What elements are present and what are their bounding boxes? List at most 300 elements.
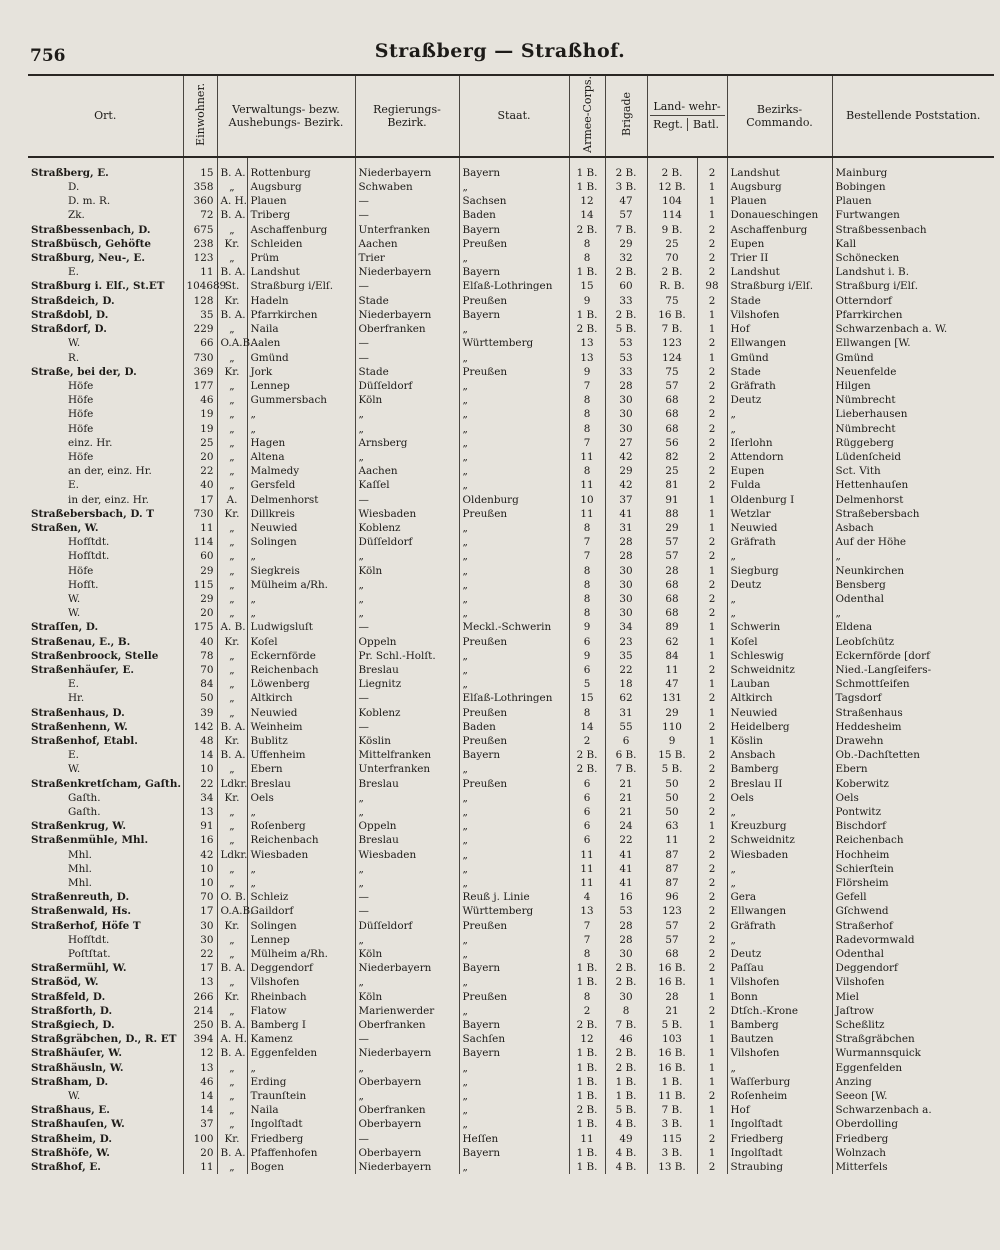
- cell-bezirks-commando: Altkirch: [727, 691, 832, 705]
- cell-bezirks-commando: Lauban: [727, 677, 832, 691]
- cell-poststation: Bobingen: [832, 180, 994, 194]
- cell-regt: 124: [647, 351, 697, 365]
- cell-brigade: 35: [605, 649, 647, 663]
- cell-brigade: 41: [605, 507, 647, 521]
- cell-ort: Straſſen, D.: [31, 621, 99, 634]
- cell-staat: Baden: [459, 208, 569, 222]
- cell-armee-corps: 13: [569, 351, 605, 365]
- cell-batl: 1: [697, 308, 727, 322]
- cell-einwohner: 14: [183, 1089, 217, 1103]
- cell-regt: 7 B.: [647, 322, 697, 336]
- cell-poststation: Friedberg: [832, 1132, 994, 1146]
- cell-regierung: „: [355, 805, 459, 819]
- cell-verw-bezirk: Traunſtein: [247, 1089, 355, 1103]
- cell-armee-corps: 8: [569, 464, 605, 478]
- cell-poststation: Mainburg: [832, 157, 994, 180]
- cell-armee-corps: 1 B.: [569, 1061, 605, 1075]
- cell-regt: 3 B.: [647, 1146, 697, 1160]
- cell-armee-corps: 8: [569, 990, 605, 1004]
- cell-ort: Straßenhenn, W.: [31, 720, 128, 733]
- cell-bezirks-commando: „: [727, 805, 832, 819]
- cell-regierung: Aachen: [355, 464, 459, 478]
- cell-regt: 21: [647, 1004, 697, 1018]
- cell-brigade: 28: [605, 549, 647, 563]
- cell-brigade: 62: [605, 691, 647, 705]
- cell-verw-bezirk: Uffenheim: [247, 748, 355, 762]
- cell-regt: 110: [647, 720, 697, 734]
- cell-staat: „: [459, 805, 569, 819]
- table-row: [28, 208, 994, 222]
- cell-verw-typ: „: [217, 862, 247, 876]
- cell-verw-typ: „: [217, 407, 247, 421]
- cell-regt: 131: [647, 691, 697, 705]
- cell-regierung: —: [355, 620, 459, 634]
- cell-batl: 2: [697, 890, 727, 904]
- cell-staat: „: [459, 1089, 569, 1103]
- cell-armee-corps: 1 B.: [569, 180, 605, 194]
- cell-verw-typ: „: [217, 876, 247, 890]
- cell-poststation: Straßerhof: [832, 919, 994, 933]
- cell-bezirks-commando: Neuwied: [727, 521, 832, 535]
- cell-ort: Höfe: [68, 379, 94, 392]
- cell-bezirks-commando: Deutz: [727, 393, 832, 407]
- cell-armee-corps: 9: [569, 365, 605, 379]
- cell-batl: 2: [697, 592, 727, 606]
- cell-bezirks-commando: Oels: [727, 791, 832, 805]
- cell-verw-typ: Kr.: [217, 1132, 247, 1146]
- cell-verw-typ: B. A.: [217, 157, 247, 180]
- cell-verw-typ: „: [217, 521, 247, 535]
- cell-verw-bezirk: Bogen: [247, 1160, 355, 1174]
- cell-ort: Straßerhof, Höfe T: [31, 919, 141, 932]
- cell-poststation: Wolnzach: [832, 1146, 994, 1160]
- cell-staat: „: [459, 464, 569, 478]
- table-row: [28, 904, 994, 918]
- cell-bezirks-commando: Gera: [727, 890, 832, 904]
- cell-verw-bezirk: Altkirch: [247, 691, 355, 705]
- cell-staat: „: [459, 1103, 569, 1117]
- cell-staat: Württemberg: [459, 904, 569, 918]
- cell-verw-typ: „: [217, 322, 247, 336]
- column-header-regierung: Regierungs- Bezirk.: [355, 75, 459, 157]
- cell-batl: 2: [697, 549, 727, 563]
- cell-poststation: Neunkirchen: [832, 564, 994, 578]
- cell-bezirks-commando: Ellwangen: [727, 904, 832, 918]
- cell-regierung: Stade: [355, 294, 459, 308]
- table-row: [28, 436, 994, 450]
- cell-staat: „: [459, 862, 569, 876]
- cell-einwohner: 34: [183, 791, 217, 805]
- cell-regt: 3 B.: [647, 1117, 697, 1131]
- cell-einwohner: 11: [183, 1160, 217, 1174]
- cell-armee-corps: 2 B.: [569, 762, 605, 776]
- cell-regierung: Oberbayern: [355, 1075, 459, 1089]
- cell-einwohner: 48: [183, 734, 217, 748]
- cell-staat: Elſaß-Lothringen: [459, 279, 569, 293]
- table-row: [28, 279, 994, 293]
- cell-staat: Baden: [459, 720, 569, 734]
- cell-verw-bezirk: Bamberg I: [247, 1018, 355, 1032]
- cell-einwohner: 12: [183, 1046, 217, 1060]
- cell-verw-bezirk: Hadeln: [247, 294, 355, 308]
- cell-regt: 57: [647, 933, 697, 947]
- cell-ort: W.: [68, 1090, 81, 1103]
- cell-regierung: Köln: [355, 393, 459, 407]
- cell-verw-typ: „: [217, 422, 247, 436]
- table-row: [28, 691, 994, 705]
- cell-ort: Mhl.: [68, 848, 92, 861]
- cell-verw-typ: „: [217, 393, 247, 407]
- cell-verw-bezirk: „: [247, 592, 355, 606]
- cell-verw-typ: „: [217, 1075, 247, 1089]
- table-row: [28, 706, 994, 720]
- table-row: [28, 791, 994, 805]
- table-row: [28, 1132, 994, 1146]
- cell-brigade: 30: [605, 947, 647, 961]
- cell-staat: Preußen: [459, 777, 569, 791]
- cell-staat: „: [459, 819, 569, 833]
- cell-batl: 2: [697, 294, 727, 308]
- cell-brigade: 22: [605, 663, 647, 677]
- cell-armee-corps: 9: [569, 294, 605, 308]
- cell-batl: 1: [697, 649, 727, 663]
- table-row: [28, 478, 994, 492]
- cell-regierung: Düſſeldorf: [355, 379, 459, 393]
- cell-verw-bezirk: Dillkreis: [247, 507, 355, 521]
- cell-regt: 11: [647, 833, 697, 847]
- cell-batl: 2: [697, 805, 727, 819]
- cell-brigade: 53: [605, 351, 647, 365]
- cell-regierung: —: [355, 691, 459, 705]
- cell-regierung: „: [355, 975, 459, 989]
- cell-regierung: Niederbayern: [355, 308, 459, 322]
- cell-brigade: 30: [605, 578, 647, 592]
- cell-bezirks-commando: Ellwangen: [727, 336, 832, 350]
- table-row: [28, 819, 994, 833]
- cell-regt: 123: [647, 904, 697, 918]
- cell-armee-corps: 2: [569, 1004, 605, 1018]
- cell-regt: 9 B.: [647, 223, 697, 237]
- cell-regt: 57: [647, 379, 697, 393]
- cell-bezirks-commando: Straubing: [727, 1160, 832, 1174]
- cell-ort: Straßbessenbach, D.: [31, 223, 151, 236]
- cell-regierung: Stade: [355, 365, 459, 379]
- cell-regt: 68: [647, 947, 697, 961]
- cell-poststation: Lieberhausen: [832, 407, 994, 421]
- cell-batl: 2: [697, 450, 727, 464]
- table-row: [28, 157, 994, 180]
- cell-batl: 2: [697, 436, 727, 450]
- cell-regierung: Arnsberg: [355, 436, 459, 450]
- cell-regt: 2 B.: [647, 157, 697, 180]
- cell-batl: 2: [697, 663, 727, 677]
- cell-verw-typ: „: [217, 706, 247, 720]
- cell-verw-bezirk: Hagen: [247, 436, 355, 450]
- cell-regt: 9: [647, 734, 697, 748]
- cell-poststation: Rüggeberg: [832, 436, 994, 450]
- cell-brigade: 21: [605, 791, 647, 805]
- cell-einwohner: 13: [183, 1061, 217, 1075]
- cell-verw-typ: „: [217, 1160, 247, 1174]
- cell-ort: Gaſth.: [68, 806, 101, 818]
- cell-bezirks-commando: Hof: [727, 1103, 832, 1117]
- cell-verw-bezirk: Landshut: [247, 265, 355, 279]
- cell-brigade: 18: [605, 677, 647, 691]
- cell-verw-typ: B. A.: [217, 1146, 247, 1160]
- cell-brigade: 23: [605, 635, 647, 649]
- table-row: [28, 379, 994, 393]
- cell-verw-bezirk: „: [247, 407, 355, 421]
- cell-batl: 2: [697, 365, 727, 379]
- table-row: [28, 407, 994, 421]
- cell-ort: Straßenkrug, W.: [31, 820, 126, 833]
- cell-bezirks-commando: Friedberg: [727, 1132, 832, 1146]
- cell-ort: Höfe: [68, 450, 94, 463]
- cell-batl: 2: [697, 947, 727, 961]
- cell-bezirks-commando: Stade: [727, 365, 832, 379]
- cell-armee-corps: 11: [569, 450, 605, 464]
- cell-einwohner: 115: [183, 578, 217, 592]
- cell-brigade: 21: [605, 805, 647, 819]
- cell-brigade: 37: [605, 493, 647, 507]
- table-row: [28, 677, 994, 691]
- table-row: [28, 876, 994, 890]
- cell-bezirks-commando: Trier II: [727, 251, 832, 265]
- cell-einwohner: 358: [183, 180, 217, 194]
- cell-einwohner: 10: [183, 876, 217, 890]
- cell-bezirks-commando: Augsburg: [727, 180, 832, 194]
- cell-regt: 57: [647, 549, 697, 563]
- cell-bezirks-commando: Roſenheim: [727, 1089, 832, 1103]
- cell-regierung: „: [355, 606, 459, 620]
- cell-bezirks-commando: Straßburg i/Elſ.: [727, 279, 832, 293]
- cell-verw-bezirk: Mülheim a/Rh.: [247, 578, 355, 592]
- cell-brigade: 42: [605, 478, 647, 492]
- cell-brigade: 2 B.: [605, 308, 647, 322]
- cell-bezirks-commando: Schleswig: [727, 649, 832, 663]
- cell-batl: 2: [697, 933, 727, 947]
- cell-verw-bezirk: Gaildorf: [247, 904, 355, 918]
- table-row: [28, 1004, 994, 1018]
- cell-staat: „: [459, 833, 569, 847]
- cell-verw-bezirk: Solingen: [247, 919, 355, 933]
- cell-brigade: 28: [605, 919, 647, 933]
- cell-poststation: Radevormwald: [832, 933, 994, 947]
- cell-verw-bezirk: Triberg: [247, 208, 355, 222]
- table-row: [28, 336, 994, 350]
- cell-einwohner: 22: [183, 464, 217, 478]
- cell-bezirks-commando: „: [727, 1061, 832, 1075]
- cell-armee-corps: 2 B.: [569, 748, 605, 762]
- cell-verw-bezirk: „: [247, 862, 355, 876]
- cell-verw-typ: „: [217, 663, 247, 677]
- cell-verw-typ: „: [217, 351, 247, 365]
- cell-brigade: 55: [605, 720, 647, 734]
- cell-regierung: „: [355, 1089, 459, 1103]
- cell-verw-typ: O.A.B.: [217, 336, 247, 350]
- cell-batl: 1: [697, 706, 727, 720]
- cell-staat: „: [459, 933, 569, 947]
- cell-bezirks-commando: Ansbach: [727, 748, 832, 762]
- cell-batl: 2: [697, 919, 727, 933]
- cell-brigade: 30: [605, 592, 647, 606]
- cell-batl: 1: [697, 1103, 727, 1117]
- cell-verw-bezirk: Neuwied: [247, 706, 355, 720]
- cell-verw-typ: B. A.: [217, 308, 247, 322]
- cell-batl: 1: [697, 507, 727, 521]
- cell-einwohner: 214: [183, 1004, 217, 1018]
- cell-einwohner: 40: [183, 478, 217, 492]
- table-row: [28, 365, 994, 379]
- column-header-verwaltung: Verwaltungs- bezw. Aushebungs- Bezirk.: [217, 75, 355, 157]
- cell-regierung: Kaſſel: [355, 478, 459, 492]
- cell-poststation: Deggendorf: [832, 961, 994, 975]
- cell-verw-bezirk: Roſenberg: [247, 819, 355, 833]
- cell-regt: 15 B.: [647, 748, 697, 762]
- cell-brigade: 30: [605, 422, 647, 436]
- table-row: [28, 535, 994, 549]
- cell-poststation: Gmünd: [832, 351, 994, 365]
- cell-regierung: Marienwerder: [355, 1004, 459, 1018]
- cell-brigade: 2 B.: [605, 157, 647, 180]
- cell-ort: E.: [68, 678, 79, 691]
- cell-bezirks-commando: Siegburg: [727, 564, 832, 578]
- cell-armee-corps: 8: [569, 251, 605, 265]
- cell-bezirks-commando: Heidelberg: [727, 720, 832, 734]
- cell-einwohner: 37: [183, 1117, 217, 1131]
- table-row: [28, 890, 994, 904]
- cell-batl: 1: [697, 975, 727, 989]
- cell-ort: Hr.: [68, 692, 85, 705]
- cell-regierung: Köln: [355, 990, 459, 1004]
- cell-einwohner: 70: [183, 890, 217, 904]
- cell-poststation: Koberwitz: [832, 777, 994, 791]
- cell-einwohner: 175: [183, 620, 217, 634]
- cell-poststation: Gſchwend: [832, 904, 994, 918]
- cell-brigade: 31: [605, 521, 647, 535]
- cell-verw-typ: O.A.B.: [217, 904, 247, 918]
- cell-regierung: Niederbayern: [355, 1160, 459, 1174]
- cell-poststation: Vilshofen: [832, 975, 994, 989]
- cell-regt: 13 B.: [647, 1160, 697, 1174]
- cell-regierung: Mittelfranken: [355, 748, 459, 762]
- cell-brigade: 30: [605, 407, 647, 421]
- cell-armee-corps: 7: [569, 379, 605, 393]
- cell-verw-bezirk: „: [247, 1061, 355, 1075]
- table-row: [28, 805, 994, 819]
- cell-regt: 2 B.: [647, 265, 697, 279]
- cell-ort: Straßforth, D.: [31, 1004, 113, 1017]
- cell-armee-corps: 7: [569, 549, 605, 563]
- cell-ort: Straßöd, W.: [31, 976, 99, 989]
- cell-regt: 5 B.: [647, 1018, 697, 1032]
- cell-ort: Straßhöfe, W.: [31, 1146, 110, 1159]
- cell-staat: „: [459, 649, 569, 663]
- cell-brigade: 53: [605, 336, 647, 350]
- cell-ort: W.: [68, 592, 81, 605]
- cell-batl: 2: [697, 1089, 727, 1103]
- cell-poststation: Auf der Höhe: [832, 535, 994, 549]
- cell-poststation: Straßburg i/Elſ.: [832, 279, 994, 293]
- cell-verw-typ: „: [217, 464, 247, 478]
- cell-bezirks-commando: Deutz: [727, 578, 832, 592]
- cell-poststation: Tagsdorf: [832, 691, 994, 705]
- cell-ort: Straßenhof, Etabl.: [31, 734, 138, 747]
- cell-brigade: 5 B.: [605, 1103, 647, 1117]
- cell-poststation: Otterndorf: [832, 294, 994, 308]
- cell-verw-typ: „: [217, 762, 247, 776]
- table-row: [28, 237, 994, 251]
- cell-bezirks-commando: Stade: [727, 294, 832, 308]
- cell-regt: 29: [647, 521, 697, 535]
- cell-regt: 1 B.: [647, 1075, 697, 1089]
- cell-poststation: Asbach: [832, 521, 994, 535]
- cell-einwohner: 10: [183, 762, 217, 776]
- column-header-regt: Regt.: [653, 118, 683, 132]
- cell-staat: „: [459, 975, 569, 989]
- cell-batl: 2: [697, 265, 727, 279]
- cell-armee-corps: 15: [569, 691, 605, 705]
- cell-ort: Mhl.: [68, 877, 92, 890]
- cell-regt: 11 B.: [647, 1089, 697, 1103]
- cell-batl: 2: [697, 464, 727, 478]
- cell-regt: 11: [647, 663, 697, 677]
- cell-armee-corps: 6: [569, 777, 605, 791]
- cell-ort: Zk.: [68, 209, 85, 222]
- cell-ort: einz. Hr.: [68, 436, 113, 449]
- table-row: [28, 194, 994, 208]
- table-row: [28, 450, 994, 464]
- cell-einwohner: 14: [183, 1103, 217, 1117]
- cell-regierung: Oppeln: [355, 819, 459, 833]
- cell-brigade: 27: [605, 436, 647, 450]
- cell-staat: Preußen: [459, 365, 569, 379]
- cell-regt: 82: [647, 450, 697, 464]
- cell-poststation: Ellwangen [W.: [832, 336, 994, 350]
- cell-verw-bezirk: Solingen: [247, 535, 355, 549]
- cell-regierung: Wiesbaden: [355, 507, 459, 521]
- cell-brigade: 30: [605, 990, 647, 1004]
- cell-verw-bezirk: Jork: [247, 365, 355, 379]
- table-row: [28, 578, 994, 592]
- cell-poststation: Anzing: [832, 1075, 994, 1089]
- cell-staat: Oldenburg: [459, 493, 569, 507]
- cell-ort: E.: [68, 479, 79, 492]
- cell-staat: „: [459, 947, 569, 961]
- cell-poststation: Eldena: [832, 620, 994, 634]
- cell-batl: 2: [697, 777, 727, 791]
- cell-bezirks-commando: Kreuzburg: [727, 819, 832, 833]
- cell-verw-bezirk: Naila: [247, 322, 355, 336]
- cell-brigade: 24: [605, 819, 647, 833]
- table-row: [28, 422, 994, 436]
- cell-verw-bezirk: Reichenbach: [247, 833, 355, 847]
- cell-batl: 2: [697, 1004, 727, 1018]
- cell-verw-bezirk: Eggenfelden: [247, 1046, 355, 1060]
- cell-regierung: „: [355, 407, 459, 421]
- cell-brigade: 2 B.: [605, 961, 647, 975]
- cell-brigade: 1 B.: [605, 1089, 647, 1103]
- cell-batl: 1: [697, 1146, 727, 1160]
- cell-ort: Straßhauſen, W.: [31, 1118, 125, 1131]
- cell-regierung: Breslau: [355, 777, 459, 791]
- cell-poststation: Heddesheim: [832, 720, 994, 734]
- cell-staat: „: [459, 1117, 569, 1131]
- cell-brigade: 47: [605, 194, 647, 208]
- cell-regierung: Unterfranken: [355, 223, 459, 237]
- cell-verw-bezirk: Reichenbach: [247, 663, 355, 677]
- cell-regt: 56: [647, 436, 697, 450]
